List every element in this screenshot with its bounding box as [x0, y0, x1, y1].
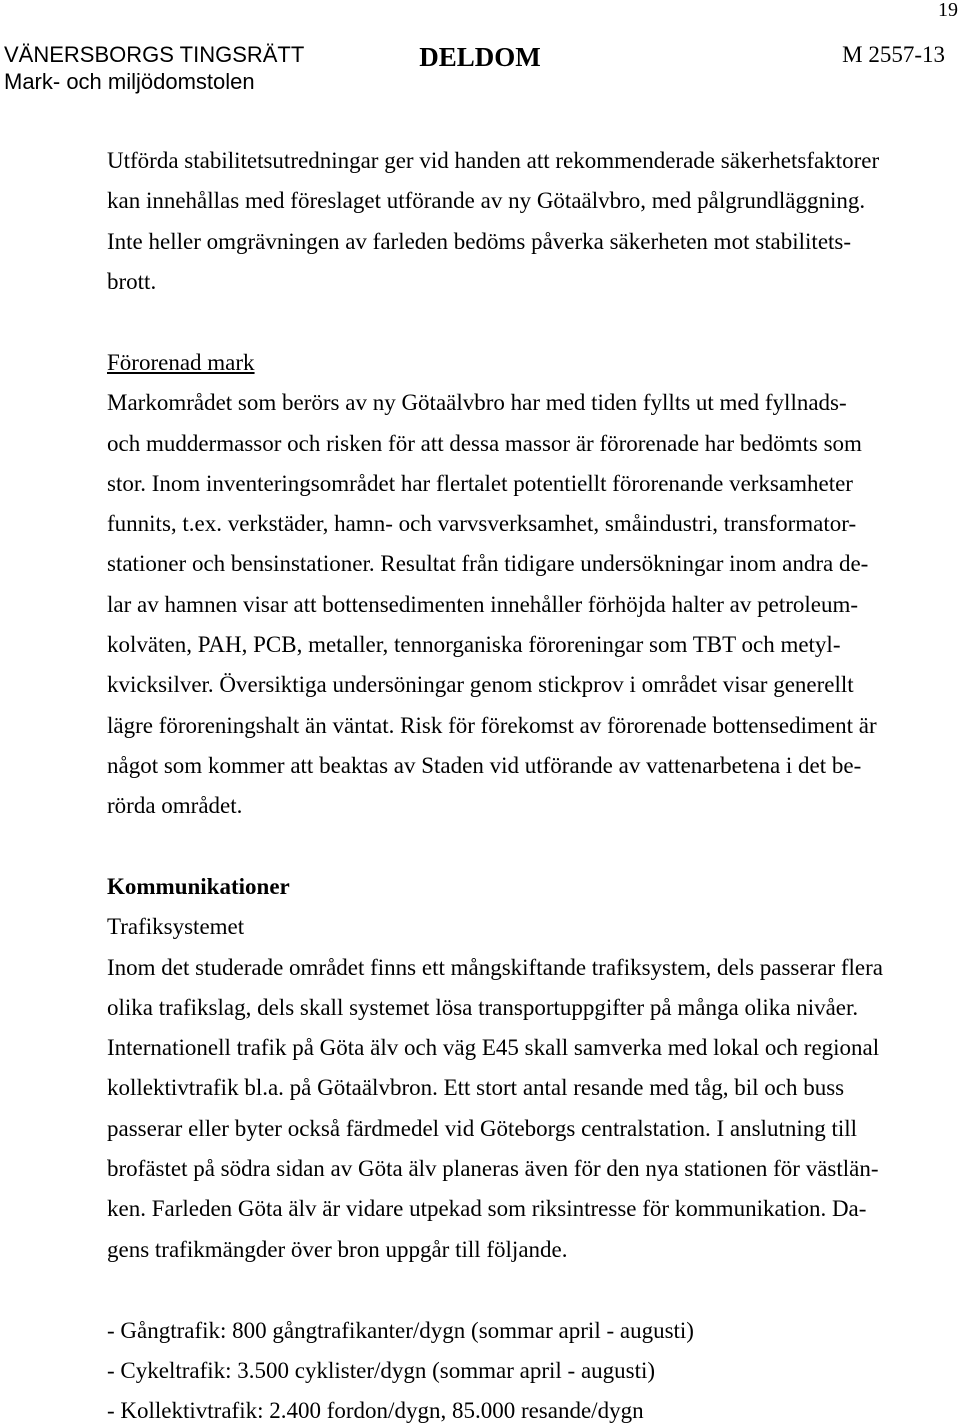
body-line: lägre föroreningshalt än väntat. Risk för förekomst av förorenade bottensediment är [107, 712, 877, 738]
body-line: och muddermassor och risken för att dessa massor är förorenade har bedömts som [107, 430, 862, 456]
body-line: olika trafikslag, dels skall systemet lösa transportuppgifter på många olika nivåer. [107, 994, 859, 1020]
page-number: 19 [938, 0, 958, 21]
list-item: - Cykeltrafik: 3.500 cyklister/dygn (sommar april - augusti) [107, 1358, 656, 1383]
section-heading-row [107, 343, 877, 383]
list-item: - Kollektivtrafik: 2.400 fordon/dygn, 85.000 resande/dygn [107, 1398, 644, 1423]
body-line: stor. Inom inventeringsområdet har flertalet potentiellt förorenande verksamheter [107, 470, 853, 496]
communications-section [107, 867, 883, 1270]
contaminated-land-section [107, 343, 877, 827]
body-line: Inte heller omgrävningen av farleden bedöms påverka säkerheten mot stabilitets- [107, 228, 852, 254]
body-line: gens trafikmängder över bron uppgår till följande. [107, 1236, 568, 1262]
body-line: funnits, t.ex. verkstäder, hamn- och varvsverksamhet, småindustri, transformator- [107, 511, 857, 537]
body-line: Markområdet som berörs av ny Götaälvbro har med tiden fyllts ut med fyllnads- [107, 390, 847, 416]
body-line: passerar eller byter också färdmedel vid Göteborgs centralstation. I anslutning till [107, 1115, 858, 1141]
section-heading: Förorenad mark [107, 350, 255, 375]
list-item: - Gångtrafik: 800 gångtrafikanter/dygn (sommar april - augusti) [107, 1318, 694, 1343]
traffic-volume-list [107, 1319, 694, 1423]
body-line: rörda området. [107, 793, 243, 819]
court-name: VÄNERSBORGS TINGSRÄTT [4, 42, 305, 67]
department-name: Mark- och miljödomstolen [4, 69, 255, 94]
subsection-heading: Trafiksystemet [107, 914, 245, 940]
body-line: kan innehållas med föreslaget utförande av ny Götaälvbro, med pålgrundläggning. [107, 188, 866, 214]
body-line: Utförda stabilitetsutredningar ger vid handen att rekommenderade säkerhetsfaktorer [107, 148, 880, 173]
body-line: kvicksilver. Översiktiga undersöningar genom stickprov i området visar generellt [107, 672, 854, 698]
body-line: ken. Farleden Göta älv är vidare utpekad som riksintresse för kommunikation. Da- [107, 1196, 867, 1222]
case-number: M 2557-13 [842, 42, 945, 67]
body-line: Inom det studerade området finns ett mångskiftande trafiksystem, dels passerar flera [107, 954, 883, 980]
document-type: DELDOM [419, 42, 541, 72]
body-line: stationer och bensinstationer. Resultat från tidigare undersökningar inom andra de- [107, 551, 869, 577]
body-line: brofästet på södra sidan av Göta älv planeras även för den nya stationen för västlän- [107, 1156, 879, 1182]
intro-paragraph [107, 141, 879, 302]
body-line: brott. [107, 268, 157, 294]
body-line: kollektivtrafik bl.a. på Götaälvbron. Ett stort antal resande med tåg, bil och buss [107, 1075, 845, 1101]
body-line: lar av hamnen visar att bottensedimenten innehåller förhöjda halter av petroleum- [107, 591, 859, 617]
body-line: kolväten, PAH, PCB, metaller, tennorganiska föroreningar som TBT och metyl- [107, 632, 841, 658]
body-line: Internationell trafik på Göta älv och väg E45 skall samverka med lokal och regional [107, 1035, 880, 1061]
section-heading: Kommunikationer [107, 874, 290, 899]
body-line: något som kommer att beaktas av Staden vid utförande av vattenarbetena i det be- [107, 752, 862, 778]
